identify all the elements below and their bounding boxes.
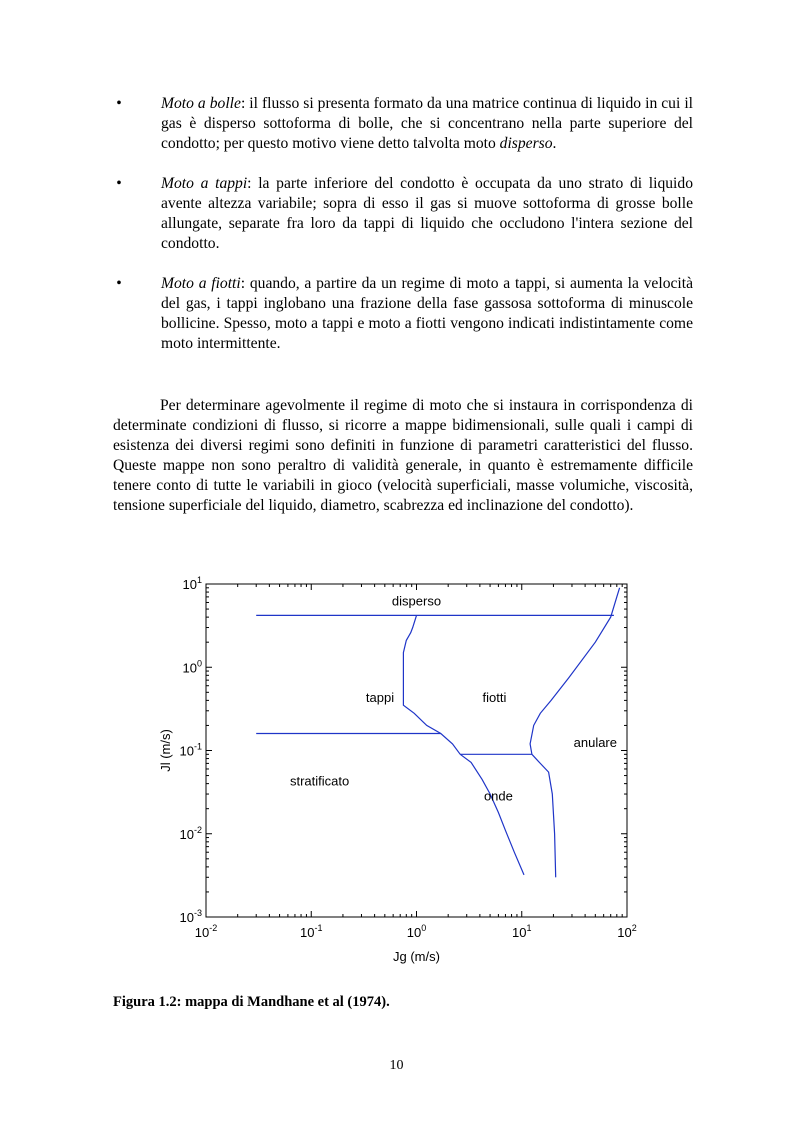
page-number: 10 [389, 1058, 404, 1073]
y-tick-label: $10^{-2}$ [179, 824, 202, 842]
bullet-sep: : [240, 95, 246, 112]
region-label: onde [483, 788, 513, 804]
bullet-dot: • [116, 175, 122, 192]
y-tick-label: $10^1$ [182, 575, 202, 592]
regime-bullet-list [113, 94, 693, 374]
region-label: tappi [365, 690, 395, 706]
flow-regime-map-figure [150, 565, 650, 975]
plot-frame [206, 584, 627, 917]
bullet-sep: : [240, 275, 246, 292]
region-label: anulare [573, 735, 618, 751]
region-label: stratificato [289, 773, 350, 789]
regime-boundary-line [532, 754, 556, 877]
y-tick-label: $10^{-1}$ [179, 741, 202, 759]
x-tick-label: $10^{-2}$ [194, 923, 218, 940]
body-paragraph: Per determinare agevolmente il regime di moto che si instaura in corrispondenza di determinate condizioni di flusso, si ricorre a mappe bidimensionali, sulle quali i campi di esistenza dei diversi regimi sono definiti in funzione di parametri caratteristici del flusso. Queste mappe non sono peraltro di validità generale, in quanto è estremamente difficile tenere conto di tutte le variabili in gioco (velocità superficiali, masse volumiche, viscosità, tensione superficiale del liquido, diametro, scabrezza ed inclinazione del condotto). [113, 397, 693, 514]
y-tick-label: $10^0$ [182, 658, 202, 676]
x-tick-label: $10^2$ [617, 923, 637, 940]
bullet-dot: • [116, 275, 122, 292]
regime-boundary-line [530, 588, 620, 755]
bullet-term-secondary: disperso [499, 135, 553, 152]
figure-caption: Figura 1.2: mappa di Mandhane et al (1974). [113, 994, 390, 1010]
bullet-text: quando, a partire da un regime di moto a tappi, si aumenta la velocità del gas, i tappi inglobano una frazione della fase gassosa sottoforma di minuscole bollicine. Spesso, moto a tappi e moto a fiotti vengono indicati indistintamente come moto intermittente. [161, 275, 693, 352]
x-tick-label: $10^{-1}$ [300, 923, 323, 940]
flow-regime-map-chart [150, 565, 650, 975]
bullet-moto-a-tappi [113, 174, 693, 254]
x-axis-label: Jg (m/s) [393, 949, 440, 964]
region-label: fiotti [482, 690, 507, 706]
bullet-moto-a-fiotti [113, 274, 693, 354]
x-tick-label: $10^1$ [512, 923, 532, 940]
bullet-term: Moto a tappi [161, 175, 248, 192]
bullet-text: la parte inferiore del condotto è occupata da uno strato di liquido avente altezza variabile; sopra di esso il gas si muove sottoforma di grosse bolle allungate, separate fra loro da tappi di liquido che occludono l'intera sezione del condotto. [161, 175, 693, 252]
bullet-text: il flusso si presenta formato da una matrice continua di liquido in cui il gas è disperso sottoforma di bolle, che si concentrano nella parte superiore del condotto; per questo motivo viene detto talvolta moto [161, 95, 693, 152]
bullet-sep: : [247, 175, 252, 192]
x-tick-label: $10^0$ [406, 923, 427, 940]
bullet-term: Moto a bolle [161, 95, 241, 112]
y-axis-label: Jl (m/s) [158, 729, 173, 772]
bullet-dot: • [116, 95, 122, 112]
bullet-end: . [552, 135, 557, 152]
bullet-moto-a-bolle [113, 94, 693, 154]
y-tick-label: $10^{-3}$ [179, 908, 202, 925]
regime-boundary-line [460, 754, 524, 875]
bullet-term: Moto a fiotti [161, 275, 241, 292]
region-label: disperso [391, 593, 442, 609]
